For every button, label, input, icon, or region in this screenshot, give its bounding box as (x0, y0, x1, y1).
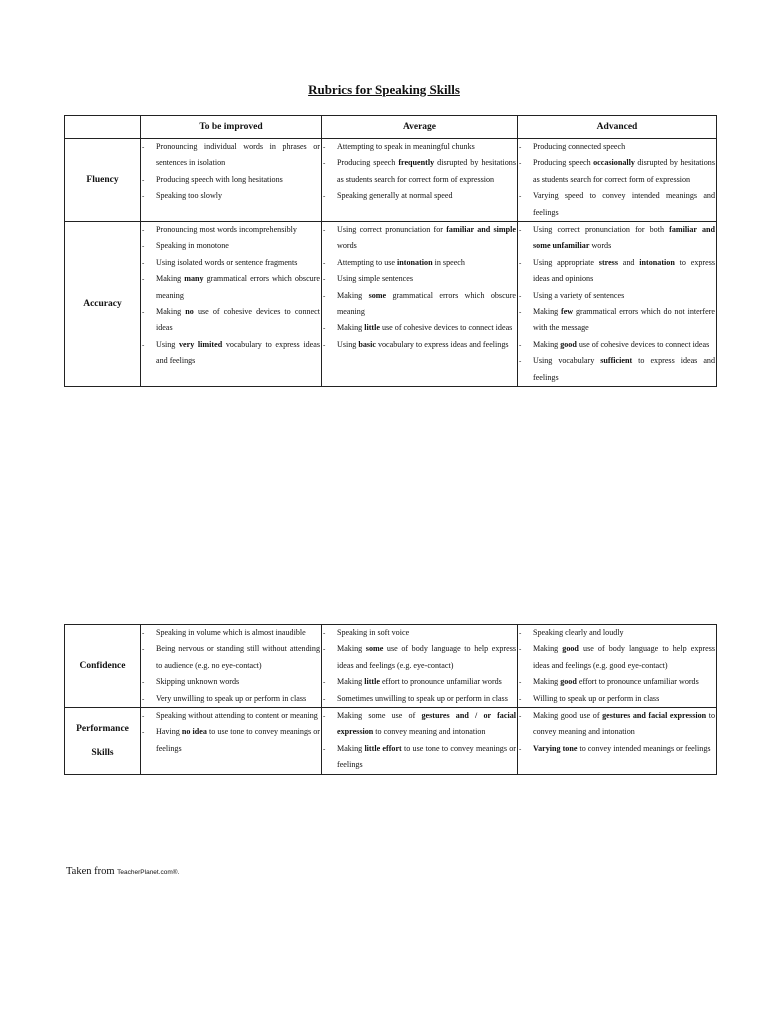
criterion-text: Speaking in volume which is almost inaudible (156, 628, 306, 637)
criterion-text: to convey intended meanings or feelings (577, 743, 711, 753)
skill-label (65, 625, 141, 708)
criteria-list (322, 222, 517, 353)
criterion-item (141, 188, 321, 204)
header-advanced: Advanced (518, 116, 717, 139)
criterion-emphasis: intonation (397, 257, 433, 267)
header-row (65, 116, 717, 139)
skill-label-line: Confidence (79, 661, 126, 672)
criterion-text: use of cohesive devices to connect ideas (156, 307, 320, 333)
criterion-text: Speaking clearly and loudly (533, 628, 624, 637)
criterion-item (518, 741, 716, 757)
criterion-text: vocabulary to express ideas and feelings (375, 339, 509, 349)
criterion-item (322, 139, 517, 155)
criterion-item (141, 271, 321, 304)
cell-to-be-improved (141, 139, 322, 222)
criterion-item (141, 255, 321, 271)
criterion-text: Making (337, 644, 366, 654)
criterion-text: Making (156, 274, 185, 284)
criterion-item (141, 691, 321, 707)
rubric-row-accuracy (65, 222, 717, 387)
criteria-list (141, 222, 321, 370)
criterion-text: Using correct pronunciation for both (533, 225, 670, 235)
criterion-text: to express ideas and opinions (533, 257, 715, 284)
criterion-text: to express ideas and feelings (533, 356, 715, 382)
criterion-item (322, 625, 517, 641)
source-prefix: Taken from (66, 866, 118, 877)
criterion-item (518, 708, 716, 741)
criterion-emphasis: Varying tone (533, 743, 578, 753)
criterion-text: Making good use of (533, 711, 603, 721)
criterion-text: to use tone to convey meanings or feelings (337, 743, 516, 770)
criterion-text: to convey meaning and intonation (373, 727, 486, 737)
criteria-list (141, 139, 321, 205)
criterion-text: Producing connected speech (533, 142, 626, 151)
criterion-text: Producing speech (533, 158, 594, 168)
criterion-text: disrupted by hesitations as students search for correct form of expression (337, 158, 516, 184)
criteria-list (518, 625, 716, 707)
criterion-text: Making (533, 339, 561, 349)
criterion-emphasis: good (560, 677, 577, 687)
criteria-list (322, 139, 517, 205)
criterion-text: vocabulary to express ideas and feelings (156, 339, 320, 366)
criterion-text: and (617, 257, 640, 267)
criterion-text: Making (337, 743, 365, 753)
criterion-text: Using simple sentences (337, 274, 413, 284)
header-corner (65, 116, 141, 139)
cell-advanced (518, 625, 717, 708)
header-to-be-improved: To be improved (141, 116, 322, 139)
criterion-emphasis: stress (598, 257, 618, 267)
header-average: Average (322, 116, 518, 139)
criterion-item (518, 641, 716, 674)
criterion-text: Using correct pronunciation for (337, 225, 447, 235)
criterion-emphasis: little effort (364, 743, 402, 753)
criterion-item (518, 222, 716, 255)
criterion-item (322, 708, 517, 741)
skill-label (65, 139, 141, 222)
criterion-text: Speaking too slowly (156, 191, 223, 201)
criterion-text: Very unwilling to speak up or perform in class (156, 693, 307, 703)
criterion-item (322, 691, 517, 707)
criterion-emphasis: little (364, 323, 380, 333)
criterion-text: Using (156, 339, 179, 349)
criteria-list (518, 708, 716, 757)
criterion-text: Making (533, 307, 561, 317)
criterion-item (518, 139, 716, 155)
criterion-item (141, 641, 321, 674)
criterion-text: Speaking generally at normal speed (337, 191, 453, 201)
criterion-text: Using (337, 339, 359, 349)
criterion-emphasis: good (562, 644, 579, 654)
criterion-text: Using isolated words or sentence fragments (156, 257, 298, 267)
criterion-text: disrupted by hesitations as students search for correct form of expression (533, 158, 715, 184)
cell-advanced (518, 708, 717, 775)
criterion-item (322, 741, 517, 774)
criterion-text: use of body language to help express ideas and feelings (e.g. eye-contact) (337, 644, 517, 670)
rubric-row-fluency (65, 139, 717, 222)
criteria-list (322, 625, 517, 707)
criterion-text: Attempting to use (337, 257, 398, 267)
criterion-emphasis: some (365, 644, 384, 654)
criterion-item (518, 304, 716, 337)
criterion-emphasis: familiar and some unfamiliar (533, 225, 716, 251)
criteria-list (141, 708, 321, 757)
cell-advanced (518, 222, 717, 387)
criterion-item (141, 337, 321, 370)
criterion-item (141, 304, 321, 337)
criterion-emphasis: gestures and / or facial expression (337, 711, 516, 737)
cell-to-be-improved (141, 625, 322, 708)
rubric-row-performance-skills (65, 708, 717, 775)
criterion-item (322, 188, 517, 204)
criterion-emphasis: intonation (639, 257, 675, 267)
skill-label (65, 222, 141, 387)
criterion-text: Making (337, 290, 369, 300)
criterion-item (518, 288, 716, 304)
criterion-item (141, 724, 321, 757)
rubric-row-confidence (65, 625, 717, 708)
criterion-text: Making (533, 677, 561, 687)
criterion-text: Using appropriate (533, 257, 599, 267)
criterion-text: Willing to speak up or perform in class (533, 693, 660, 703)
criterion-text: Pronouncing individual words in phrases or sentences in isolation (156, 142, 320, 168)
criterion-item (141, 139, 321, 172)
criterion-emphasis: no idea (181, 727, 207, 737)
criterion-emphasis: occasionally (593, 158, 635, 168)
criteria-list (518, 222, 716, 386)
criterion-text: Making some use of (337, 711, 422, 721)
criterion-text: effort to pronounce unfamiliar words (379, 677, 502, 687)
criterion-item (322, 271, 517, 287)
criterion-item (141, 238, 321, 254)
criterion-emphasis: no (185, 307, 194, 317)
criterion-item (141, 172, 321, 188)
criterion-item (141, 708, 321, 724)
criterion-item (518, 674, 716, 690)
criterion-item (322, 641, 517, 674)
criterion-item (322, 255, 517, 271)
cell-to-be-improved (141, 222, 322, 387)
source-name: TeacherPlanet.com®. (117, 869, 180, 876)
criterion-text: Using vocabulary (533, 356, 601, 366)
cell-average (322, 222, 518, 387)
criterion-text: Skipping unknown words (156, 677, 240, 687)
criterion-text: words (589, 241, 612, 251)
criterion-text: effort to pronounce unfamiliar words (576, 677, 699, 687)
criterion-item (141, 222, 321, 238)
cell-advanced (518, 139, 717, 222)
criterion-item (322, 674, 517, 690)
cell-average (322, 708, 518, 775)
criterion-text: Making (156, 307, 186, 317)
criterion-text: Speaking in monotone (156, 241, 229, 251)
criterion-emphasis: basic (358, 339, 376, 349)
criterion-text: use of cohesive devices to connect ideas (576, 339, 710, 349)
criterion-text: grammatical errors which obscure meaning (156, 274, 320, 300)
criterion-item (518, 155, 716, 188)
criterion-text: grammatical errors which obscure meaning (337, 290, 517, 317)
cell-average (322, 625, 518, 708)
criterion-text: Making (533, 644, 563, 654)
skill-label-line: Accuracy (83, 299, 122, 310)
criterion-text: Making (337, 323, 365, 333)
criterion-emphasis: familiar and simple (446, 225, 516, 235)
criteria-list (141, 625, 321, 707)
criteria-list (322, 708, 517, 774)
criterion-text: to use tone to convey meanings or feelings (156, 727, 320, 753)
criterion-emphasis: sufficient (600, 356, 633, 366)
criterion-emphasis: good (560, 339, 577, 349)
criterion-text: Having (156, 727, 182, 737)
criterion-item (141, 674, 321, 690)
criterion-text: use of body language to help express ideas and feelings (e.g. good eye-contact) (533, 644, 716, 670)
criterion-item (322, 222, 517, 255)
document-title: Rubrics for Speaking Skills (308, 82, 460, 97)
criterion-item (518, 691, 716, 707)
criterion-text: Speaking in soft voice (337, 628, 410, 637)
skill-label-line: Performance (76, 723, 129, 734)
criterion-text: grammatical errors which do not interfere with the message (533, 307, 715, 333)
criterion-emphasis: many (184, 274, 204, 284)
criterion-text: Sometimes unwilling to speak up or perform in class (337, 693, 508, 703)
criterion-emphasis: few (561, 307, 574, 317)
criterion-text: in speech (432, 257, 465, 267)
criterion-text: Attempting to speak in meaningful chunks (337, 142, 475, 151)
criterion-item (322, 337, 517, 353)
criterion-text: Varying speed to convey intended meanings and feelings (533, 191, 715, 217)
criterion-item (322, 288, 517, 321)
criterion-item (322, 155, 517, 188)
criterion-text: Producing speech (337, 158, 399, 168)
rubric-table-2 (64, 624, 717, 775)
criterion-item (518, 353, 716, 386)
skill-label-line: Fluency (86, 175, 119, 186)
rubric-table-1 (64, 115, 717, 387)
criterion-text: to convey meaning and intonation (533, 711, 715, 737)
criterion-item (322, 320, 517, 336)
criterion-emphasis: gestures and facial expression (602, 711, 707, 721)
cell-to-be-improved (141, 708, 322, 775)
criterion-emphasis: frequently (398, 158, 435, 168)
criterion-text: use of cohesive devices to connect ideas (379, 323, 513, 333)
skill-label-line: Skills (91, 747, 114, 758)
criterion-item (518, 255, 716, 288)
criteria-list (518, 139, 716, 221)
criterion-emphasis: very limited (179, 339, 223, 349)
criterion-emphasis: some (368, 290, 387, 300)
criterion-item (518, 625, 716, 641)
skill-label (65, 708, 141, 775)
criterion-text: Being nervous or standing still without attending to audience (e.g. no eye-contact) (156, 644, 320, 670)
source-credit (66, 866, 179, 877)
criterion-text: Pronouncing most words incomprehensibly (156, 225, 297, 235)
criterion-emphasis: little (364, 677, 380, 687)
criterion-text: Making (337, 677, 365, 687)
criterion-item (518, 337, 716, 353)
criterion-item (518, 188, 716, 221)
criterion-text: Producing speech with long hesitations (156, 174, 283, 184)
criterion-text: Speaking without attending to content or meaning (156, 711, 318, 721)
criterion-text: words (337, 241, 357, 251)
cell-average (322, 139, 518, 222)
criterion-item (141, 625, 321, 641)
criterion-text: Using a variety of sentences (533, 290, 625, 300)
